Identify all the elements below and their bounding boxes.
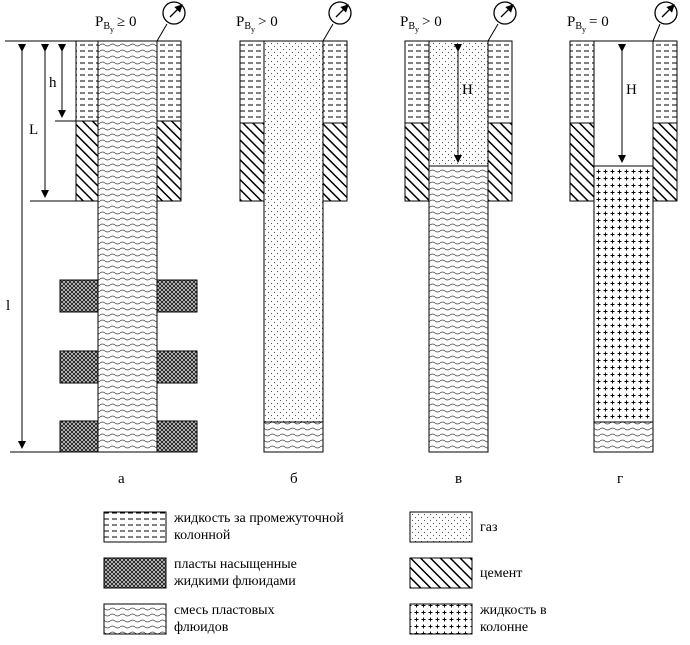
cement-left: [240, 123, 264, 201]
annulus-fluid-right: [323, 41, 347, 123]
cement-right: [653, 123, 677, 201]
pressure-label-g: $P_{Ву} = 0$: [567, 14, 609, 34]
empty-column: [594, 41, 653, 166]
fluid-mix-column: [429, 166, 488, 452]
annulus-fluid-right: [157, 41, 181, 121]
legend-swatch-cement: [410, 558, 472, 588]
legend-swatch-gas: [410, 512, 472, 542]
pressure-label-a: $P_{Ву} \ge 0$: [95, 14, 137, 34]
pressure-label-b: $P_{Ву} > 0$: [236, 14, 278, 34]
cement-right: [323, 123, 347, 201]
legend-label-fluid-annulus: жидкость за промежуточной колонной: [174, 511, 344, 543]
diagram-caption-v: в: [455, 471, 463, 487]
pressure-label-v: $P_{Ву} > 0$: [400, 14, 442, 34]
diagram-caption-g: г: [617, 471, 624, 487]
diagram-a: [5, 2, 197, 487]
legend-swatch-saturated-layers: [104, 558, 166, 588]
cement-left: [570, 123, 594, 201]
layer-3-right: [157, 421, 197, 452]
annulus-fluid-left: [405, 41, 429, 123]
cement-right: [157, 121, 181, 201]
layer-3-left: [60, 421, 98, 452]
legend-swatch-fluid-mix: [104, 604, 166, 634]
dimension-H-label: H: [626, 82, 637, 98]
dimension-h-label: h: [49, 75, 57, 91]
annulus-fluid-left: [570, 41, 594, 123]
layer-2-left: [60, 351, 98, 383]
fluid-mix-column: [98, 41, 157, 452]
dimension-H-label: H: [462, 82, 473, 98]
dimension-l-label: l: [6, 298, 11, 314]
cement-left: [76, 121, 98, 201]
layer-1-right: [157, 280, 197, 312]
diagram-caption-a: а: [118, 471, 125, 487]
cement-right: [488, 123, 512, 201]
gas-column: [264, 41, 323, 422]
annulus-fluid-right: [488, 41, 512, 123]
legend-label-column-fluid: жидкость в колонне: [480, 603, 547, 635]
annulus-fluid-left: [240, 41, 264, 123]
annulus-fluid-right: [653, 41, 677, 123]
annulus-fluid-left: [76, 41, 98, 121]
legend-label-gas: газ: [480, 520, 498, 535]
legend-label-cement: цемент: [480, 566, 523, 581]
diagram-g: [567, 2, 677, 487]
legend-label-saturated-layers: пласты насыщенные жидкими флюидами: [174, 557, 297, 589]
diagram-b: [236, 2, 351, 487]
legend-swatch-fluid-annulus: [104, 512, 166, 542]
legend-label-fluid-mix: смесь пластовых флюидов: [174, 603, 275, 635]
layer-1-left: [60, 280, 98, 312]
column-fluid: [594, 166, 653, 422]
cement-left: [405, 123, 429, 201]
diagram-caption-b: б: [290, 471, 298, 487]
fluid-mix-bottom: [594, 422, 653, 452]
fluid-mix-bottom: [264, 422, 323, 452]
dimension-L-label: L: [29, 122, 39, 138]
diagram-v: [400, 2, 516, 487]
layer-2-right: [157, 351, 197, 383]
legend-swatch-column-fluid: [410, 604, 472, 634]
